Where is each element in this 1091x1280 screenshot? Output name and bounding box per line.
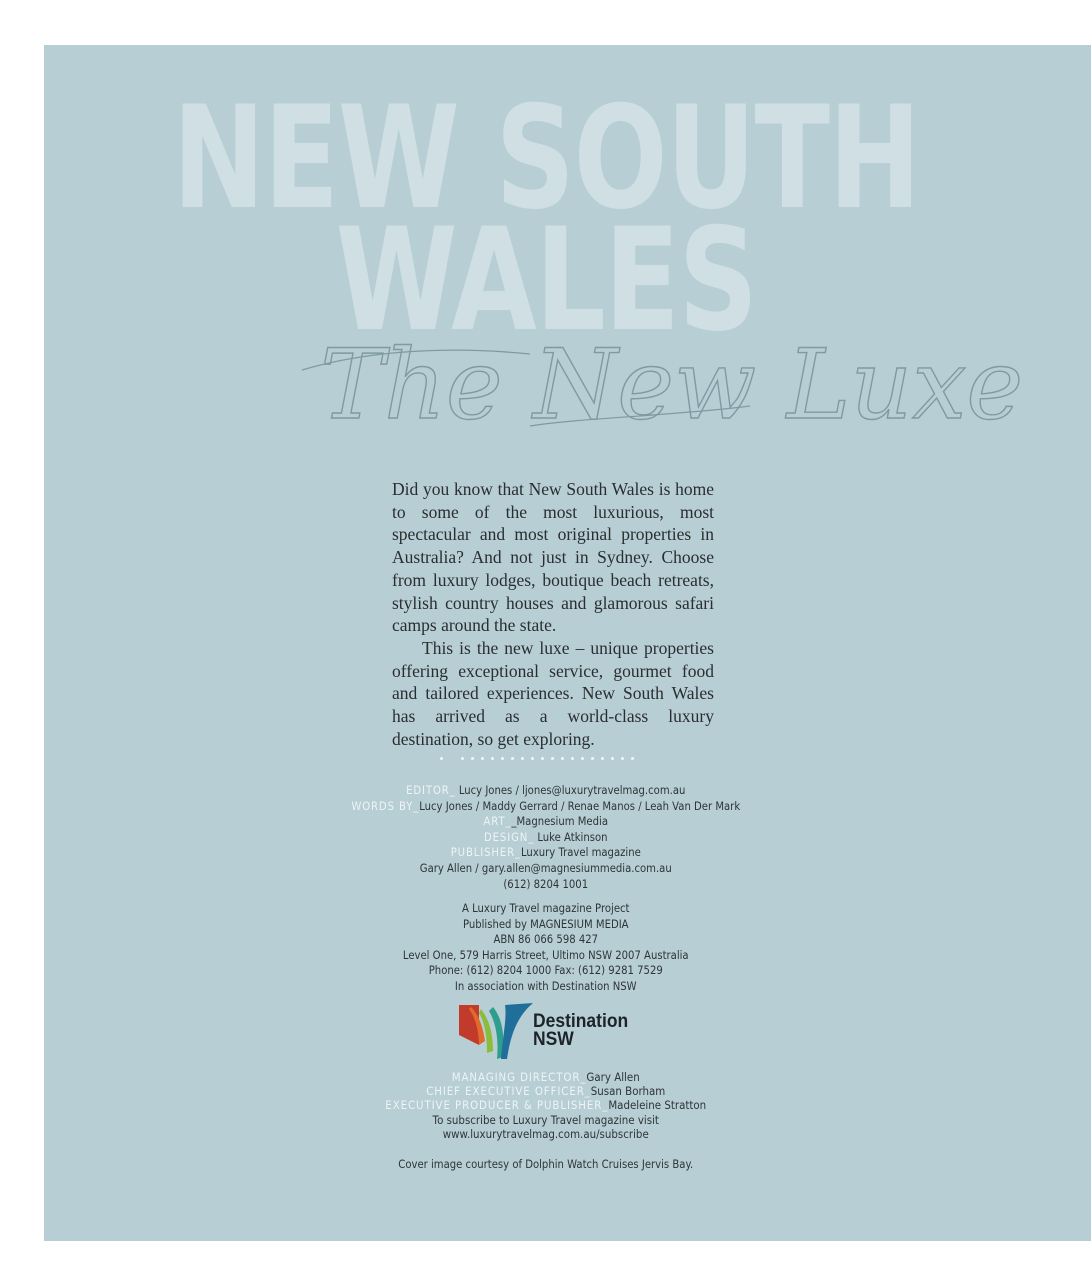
project-line-5: Phone: (612) 8204 1000 Fax: (612) 9281 7529 bbox=[428, 964, 663, 978]
destination-nsw-wordmark: Destination NSW bbox=[533, 1011, 629, 1050]
project-line-4: Level One, 579 Harris Street, Ultimo NSW 2007 Australia bbox=[402, 948, 689, 962]
editorial-credits bbox=[55, 783, 1037, 892]
headline-line-1: NEW SOUTH bbox=[172, 76, 920, 241]
intro-paragraph-2: This is the new luxe – unique properties offering exceptional service, gourmet food and tailored experiences. New South Wales has arrived as a world-class luxury destination, so get exploring. bbox=[392, 637, 714, 749]
headline-line-2: WALES bbox=[335, 198, 757, 363]
intro-paragraph-1: Did you know that New South Wales is home to some of the most luxurious, most spectacular and most original properties in Australia? And not just in Sydney. Choose from luxury lodges, boutique beach retreats, stylish country houses and glamorous safari camps around the state. bbox=[392, 479, 714, 636]
script-title-text: The New Luxe bbox=[320, 329, 1024, 441]
destination-nsw-logo-mark bbox=[457, 1001, 535, 1061]
credit-publisher: PUBLISHER_Luxury Travel magazine bbox=[450, 846, 641, 860]
credit-ceo: CHIEF EXECUTIVE OFFICER_Susan Borham bbox=[426, 1084, 666, 1099]
destination-nsw-logo bbox=[457, 1001, 636, 1061]
credit-art: ART__Magnesium Media bbox=[483, 815, 608, 829]
credit-managing-director: MANAGING DIRECTOR_Gary Allen bbox=[451, 1070, 640, 1084]
subscribe-url: www.luxurytravelmag.com.au/subscribe bbox=[442, 1126, 649, 1141]
project-info bbox=[55, 901, 1037, 995]
project-line-1: A Luxury Travel magazine Project bbox=[461, 902, 630, 915]
staff-credits bbox=[55, 1070, 1037, 1141]
credit-editor: EDITOR_ Lucy Jones / ljones@luxurytravelmag.com.au bbox=[406, 784, 686, 797]
project-line-2: Published by MAGNESIUM MEDIA bbox=[462, 917, 629, 931]
cover-credit: Cover image courtesy of Dolphin Watch Cruises Jervis Bay. bbox=[398, 1158, 694, 1171]
script-title bbox=[280, 298, 1024, 458]
credit-words: WORDS BY_Lucy Jones / Maddy Gerrard / Renae Manos / Leah Van Der Mark bbox=[351, 799, 741, 813]
project-line-3: ABN 86 066 598 427 bbox=[493, 933, 599, 947]
publisher-contact: Gary Allen / gary.allen@magnesiummedia.com.au bbox=[419, 861, 672, 875]
credit-design: DESIGN_ Luke Atkinson bbox=[484, 830, 608, 844]
credit-executive-producer: EXECUTIVE PRODUCER & PUBLISHER_Madeleine Stratton bbox=[385, 1098, 707, 1113]
dotted-divider bbox=[440, 757, 641, 760]
project-line-6: In association with Destination NSW bbox=[454, 979, 637, 993]
subscribe-line-1: To subscribe to Luxury Travel magazine visit bbox=[432, 1112, 659, 1127]
publisher-phone: (612) 8204 1001 bbox=[503, 877, 589, 891]
intro-text bbox=[392, 478, 714, 750]
